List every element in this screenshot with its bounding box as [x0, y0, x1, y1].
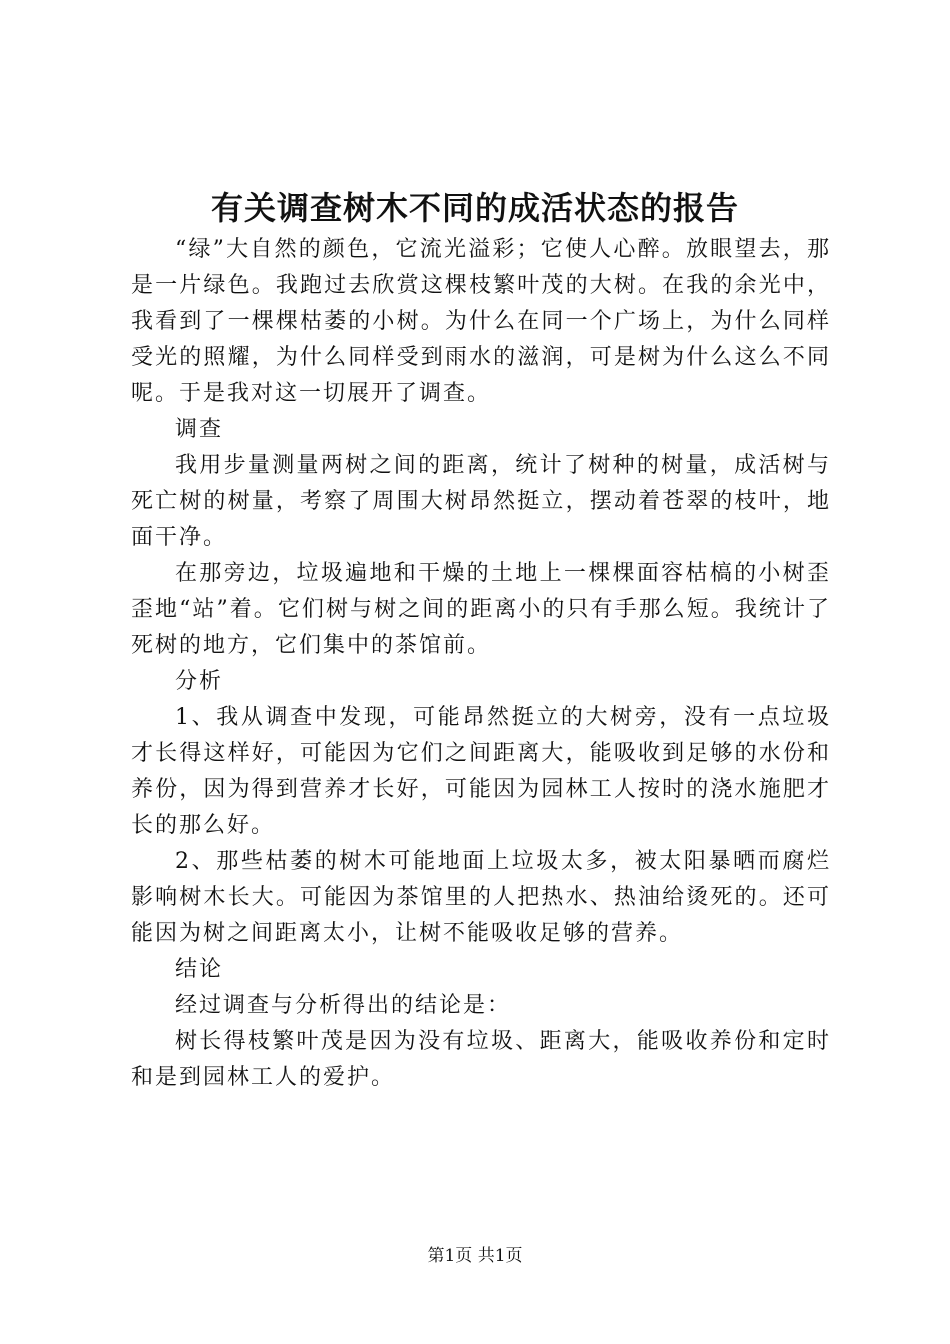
survey-paragraph-2: 在那旁边，垃圾遍地和干燥的土地上一棵棵面容枯槁的小树歪歪地“站”着。它们树与树之间的距离小的只有手那么短。我统计了死树的地方，它们集中的茶馆前。 [131, 561, 831, 658]
page-title: 有关调查树木不同的成活状态的报告 [210, 189, 739, 227]
conclusion-lead: 经过调查与分析得出的结论是： [175, 993, 512, 1018]
page-footer: 第1页 共1页 [427, 1246, 523, 1266]
intro-paragraph: “绿”大自然的颜色，它流光溢彩；它使人心醉。放眼望去，那是一片绿色。我跑过去欣赏这棵枝繁叶茂的大树。在我的余光中，我看到了一棵棵枯萎的小树。为什么在同一个广场上，为什么同样受光的照耀，为什么同样受到雨水的滋润，可是树为什么这么不同呢。于是我对这一切展开了调查。 [131, 237, 831, 406]
survey-paragraph-1: 我用步量测量两树之间的距离，统计了树种的树量，成活树与死亡树的树量，考察了周围大树昂然挺立，摆动着苍翠的枝叶，地面干净。 [131, 453, 831, 550]
document-body [131, 232, 831, 1096]
section-heading-conclusion: 结论 [175, 957, 224, 982]
section-heading-survey: 调查 [175, 417, 224, 442]
section-heading-analysis: 分析 [175, 669, 224, 694]
analysis-paragraph-1: 1、我从调查中发现，可能昂然挺立的大树旁，没有一点垃圾才长得这样好，可能因为它们之间距离大，能吸收到足够的水份和养份，因为得到营养才长好，可能因为园林工人按时的浇水施肥才长的那么好。 [131, 705, 831, 838]
analysis-paragraph-2: 2、那些枯萎的树木可能地面上垃圾太多，被太阳暴晒而腐烂影响树木长大。可能因为茶馆里的人把热水、热油给烫死的。还可能因为树之间距离太小，让树不能吸收足够的营养。 [131, 849, 831, 946]
conclusion-paragraph: 树长得枝繁叶茂是因为没有垃圾、距离大，能吸收养份和定时和是到园林工人的爱护。 [131, 1029, 831, 1090]
